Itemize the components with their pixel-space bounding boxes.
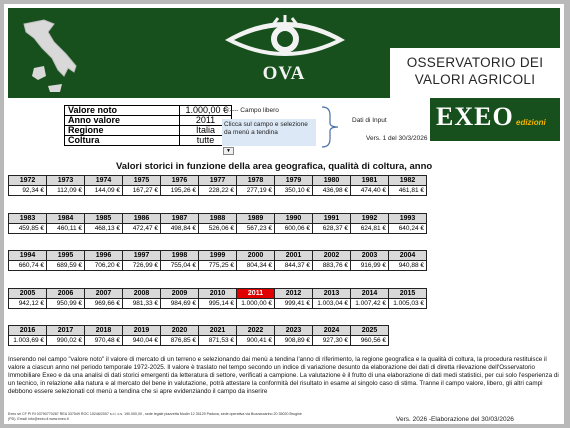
- year-cell: 1983: [9, 214, 47, 224]
- year-cell: 2008: [123, 289, 161, 299]
- year-cell: 1984: [47, 214, 85, 224]
- year-cell: 1978: [237, 176, 275, 186]
- year-header-row: [9, 326, 389, 336]
- form-row-valore-noto: [65, 106, 232, 116]
- year-cell: 1993: [389, 214, 427, 224]
- value-cell: 804,34 €: [237, 261, 275, 271]
- year-cell: 2004: [389, 251, 427, 261]
- value-row: [9, 299, 427, 309]
- year-cell: 2022: [237, 326, 275, 336]
- title-line-1: OSSERVATORIO DEI: [406, 55, 544, 70]
- year-cell: 2006: [47, 289, 85, 299]
- year-cell: 1972: [9, 176, 47, 186]
- value-cell: 1.007,42 €: [351, 299, 389, 309]
- ova-logo-text: OVA: [262, 63, 306, 84]
- year-cell: 2001: [275, 251, 313, 261]
- year-cell: 1999: [199, 251, 237, 261]
- year-cell: 1982: [389, 176, 427, 186]
- year-cell: 2014: [351, 289, 389, 299]
- page-title: [390, 54, 560, 88]
- year-cell: 2003: [351, 251, 389, 261]
- brace-icon: [320, 105, 346, 149]
- value-cell: 498,84 €: [161, 224, 199, 234]
- year-cell: 2013: [313, 289, 351, 299]
- year-cell: 2024: [313, 326, 351, 336]
- year-header-row: [9, 214, 427, 224]
- value-cell: 970,48 €: [85, 336, 123, 346]
- dati-input-label: Dati di Input: [352, 117, 387, 124]
- value-cell: 706,20 €: [85, 261, 123, 271]
- elaboration-version: Vers. 2026 -Elaborazione del 30/03/2026: [396, 416, 514, 423]
- select-coltura[interactable]: tutte: [180, 136, 232, 146]
- value-cell: 940,04 €: [123, 336, 161, 346]
- year-header-row: [9, 176, 427, 186]
- year-cell: 1974: [85, 176, 123, 186]
- year-block-2: [8, 213, 427, 234]
- year-cell: 1981: [351, 176, 389, 186]
- year-cell: 1996: [85, 251, 123, 261]
- year-cell: 2012: [275, 289, 313, 299]
- value-cell: 461,81 €: [389, 186, 427, 196]
- value-cell: 726,99 €: [123, 261, 161, 271]
- value-cell: 990,02 €: [47, 336, 85, 346]
- value-cell: 624,81 €: [351, 224, 389, 234]
- year-cell: 1986: [123, 214, 161, 224]
- year-block-3: [8, 250, 427, 271]
- select-anno-valore[interactable]: 2011: [180, 116, 232, 126]
- year-block-5: [8, 325, 389, 346]
- value-cell: 995,14 €: [199, 299, 237, 309]
- year-cell: 2021: [199, 326, 237, 336]
- value-cell: 960,56 €: [351, 336, 389, 346]
- year-header-row: [9, 289, 427, 299]
- value-cell: 900,41 €: [237, 336, 275, 346]
- value-cell: 459,85 €: [9, 224, 47, 234]
- year-cell: 2007: [85, 289, 123, 299]
- form-row-coltura: [65, 136, 232, 146]
- form-row-regione: [65, 126, 232, 136]
- value-cell: 908,89 €: [275, 336, 313, 346]
- label-valore-noto: Valore noto: [65, 106, 180, 116]
- value-cell: 876,85 €: [161, 336, 199, 346]
- exeo-logo-text: EXEO: [436, 102, 514, 131]
- year-cell: 1985: [85, 214, 123, 224]
- year-cell: 1991: [313, 214, 351, 224]
- value-row: [9, 186, 427, 196]
- year-cell: 2005: [9, 289, 47, 299]
- year-cell: 2000: [237, 251, 275, 261]
- year-cell: 2002: [313, 251, 351, 261]
- value-cell: 981,33 €: [123, 299, 161, 309]
- year-cell: 2009: [161, 289, 199, 299]
- label-regione: Regione: [65, 126, 180, 136]
- value-cell: 940,88 €: [389, 261, 427, 271]
- year-block-4: [8, 288, 427, 309]
- eye-logo-icon: [220, 12, 350, 64]
- exeo-logo-suffix: edizioni: [516, 118, 546, 127]
- value-cell: 927,30 €: [313, 336, 351, 346]
- year-cell: 1998: [161, 251, 199, 261]
- value-cell: 195,26 €: [161, 186, 199, 196]
- year-cell: 1979: [275, 176, 313, 186]
- year-cell: 2010: [199, 289, 237, 299]
- year-cell: 1980: [313, 176, 351, 186]
- form-row-anno-valore: [65, 116, 232, 126]
- year-cell: 2025: [351, 326, 389, 336]
- note-combo-tooltip: Clicca sul campo e selezione da menù a tendina: [222, 119, 316, 146]
- select-regione[interactable]: Italia: [180, 126, 232, 136]
- year-cell: 1987: [161, 214, 199, 224]
- value-cell: 567,23 €: [237, 224, 275, 234]
- value-cell: 755,04 €: [161, 261, 199, 271]
- year-cell: 1990: [275, 214, 313, 224]
- value-cell: 472,47 €: [123, 224, 161, 234]
- year-block-1: [8, 175, 427, 196]
- value-cell: 628,37 €: [313, 224, 351, 234]
- year-cell: 1977: [199, 176, 237, 186]
- description-text: Inserendo nel campo "valore noto" il valore di mercato di un terreno e selezionando dai menù a tendina l'anno di riferimento, la regione geografica e la qualità di coltura, la procedura restituisce il valore a ciascun anno nel periodo temporale 1972-2025. Il valore è traslato nel tempo secondo un indice di variazione desunto da elaborazione dei dati di diretta rilevazione dell'Osservatorio Immobiliare Exeo e da una analisi di dati storici emergenti da letteratura di settore, verificati a campione. La valutazione è il frutto di una elaborazione di dati medi statistici, per cui solo l'esperienza di un tecnico, in relazione alla natura e al mercato del bene in valutazione, potrà attestare la conformità del risultato in esame al singolo caso di stima. Tranne il campo valore, libero, gli altri campi debbono essere selezionati col menù a tendina che si apre evidenziando il campo da inserire: [8, 356, 559, 395]
- year-cell: 1992: [351, 214, 389, 224]
- value-cell: 984,69 €: [161, 299, 199, 309]
- value-cell: 350,10 €: [275, 186, 313, 196]
- value-cell: 112,09 €: [47, 186, 85, 196]
- value-row: [9, 261, 427, 271]
- year-header-row: [9, 251, 427, 261]
- year-cell: 2016: [9, 326, 47, 336]
- year-cell: 1976: [161, 176, 199, 186]
- value-cell: 689,59 €: [47, 261, 85, 271]
- value-cell: 1.000,00 €: [237, 299, 275, 309]
- section-title: Valori storici in funzione della area geografica, qualità di coltura, anno: [116, 161, 433, 172]
- value-cell: 999,41 €: [275, 299, 313, 309]
- value-cell: 228,22 €: [199, 186, 237, 196]
- title-line-2: VALORI AGRICOLI: [414, 72, 536, 87]
- value-cell: 775,25 €: [199, 261, 237, 271]
- value-cell: 942,12 €: [9, 299, 47, 309]
- value-cell: 92,34 €: [9, 186, 47, 196]
- year-cell: 1973: [47, 176, 85, 186]
- year-cell: 2019: [123, 326, 161, 336]
- value-cell: 144,09 €: [85, 186, 123, 196]
- value-cell: 871,53 €: [199, 336, 237, 346]
- company-footer: Exeo srl CF PI RI 03790770287 REA 337549 ROC 15246/2007 s.r.l. c.s. 190.000,00 , sede legale piazzetta Modin 12 35129 Padova, sede operativa via Buzzaccarino 20 35020 Brugine (PD). Email: info@exeo.it www.exeo.it: [8, 412, 302, 421]
- value-cell: 1.003,69 €: [9, 336, 47, 346]
- italy-map-icon: [14, 14, 84, 98]
- year-cell: 1994: [9, 251, 47, 261]
- year-cell: 1995: [47, 251, 85, 261]
- value-cell: 969,66 €: [85, 299, 123, 309]
- spreadsheet-sheet: [4, 4, 564, 424]
- label-coltura: Coltura: [65, 136, 180, 146]
- value-cell: 950,99 €: [47, 299, 85, 309]
- value-row: [9, 336, 389, 346]
- label-anno-valore: Anno valore: [65, 116, 180, 126]
- value-cell: 460,11 €: [47, 224, 85, 234]
- year-cell: 2018: [85, 326, 123, 336]
- note-campo-libero: <---- Campo libero: [226, 107, 279, 114]
- value-cell: 277,19 €: [237, 186, 275, 196]
- year-cell: 2023: [275, 326, 313, 336]
- value-cell: 640,24 €: [389, 224, 427, 234]
- year-cell: 2011: [237, 289, 275, 299]
- year-cell: 1989: [237, 214, 275, 224]
- year-cell: 2020: [161, 326, 199, 336]
- value-cell: 526,06 €: [199, 224, 237, 234]
- input-form: [64, 105, 232, 146]
- year-cell: 1997: [123, 251, 161, 261]
- year-cell: 2017: [47, 326, 85, 336]
- version-label: Vers. 1 del 30/3/2026: [366, 135, 428, 142]
- value-cell: 1.005,03 €: [389, 299, 427, 309]
- year-cell: 2015: [389, 289, 427, 299]
- dropdown-arrow-icon[interactable]: ▼: [223, 147, 234, 155]
- value-cell: 167,27 €: [123, 186, 161, 196]
- value-cell: 883,76 €: [313, 261, 351, 271]
- value-row: [9, 224, 427, 234]
- year-cell: 1988: [199, 214, 237, 224]
- value-cell: 844,37 €: [275, 261, 313, 271]
- value-cell: 660,74 €: [9, 261, 47, 271]
- value-cell: 436,98 €: [313, 186, 351, 196]
- value-cell: 916,99 €: [351, 261, 389, 271]
- year-cell: 1975: [123, 176, 161, 186]
- value-cell: 468,13 €: [85, 224, 123, 234]
- value-cell: 474,40 €: [351, 186, 389, 196]
- input-valore-noto[interactable]: 1.000,00 €: [180, 106, 232, 116]
- value-cell: 600,06 €: [275, 224, 313, 234]
- value-cell: 1.003,04 €: [313, 299, 351, 309]
